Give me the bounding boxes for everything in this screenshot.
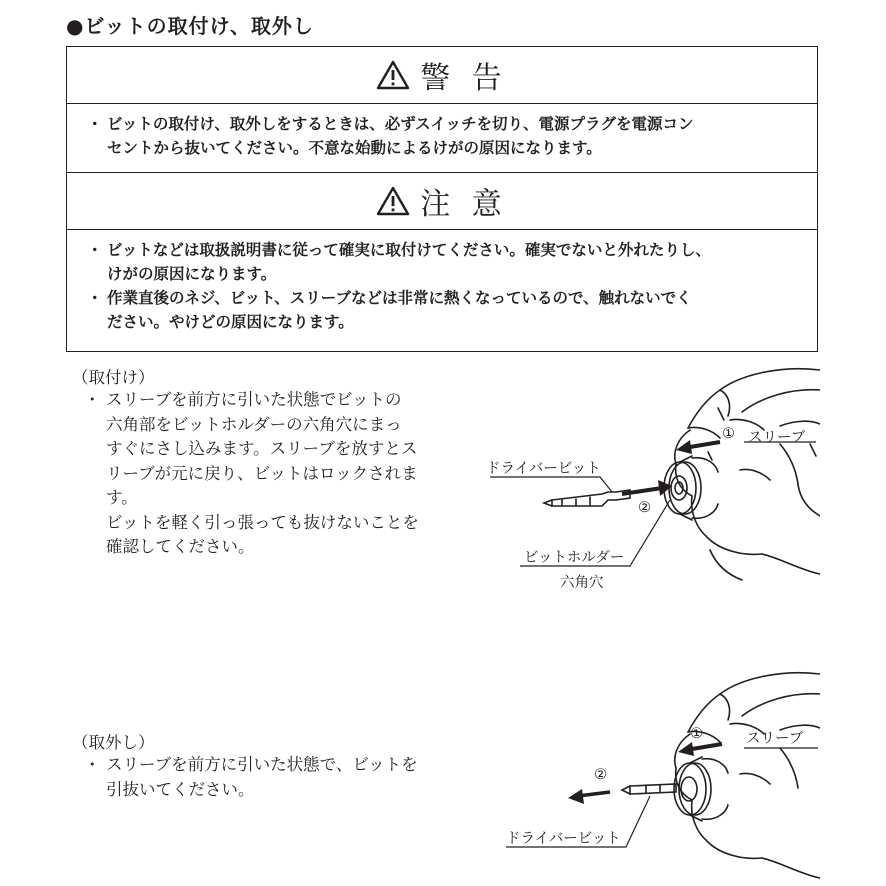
attach-step1-label: ① — [722, 426, 735, 442]
bullet-mark: ・ — [84, 755, 101, 774]
caution-triangle-icon — [376, 186, 410, 216]
remove-body — [84, 753, 464, 802]
section-heading: ●ビットの取付け、取外し — [66, 14, 314, 38]
caution-title-text: 注 意 — [420, 187, 508, 222]
remove-sleeve-label: スリーブ — [746, 731, 804, 747]
attach-holder-label: ビットホルダー — [524, 550, 625, 566]
remove-step2-label: ② — [594, 767, 607, 783]
warning-triangle-icon — [376, 60, 410, 90]
caution-item-text: 作業直後のネジ、ビット、スリーブなどは非常に熱くなっているので、触れないでく ださい。やけどの原因になります。 — [107, 289, 692, 331]
caution-item — [87, 286, 803, 334]
attach-step2-label: ② — [638, 500, 651, 516]
attach-bit-label: ドライバービット — [486, 461, 601, 477]
caution-box — [66, 172, 818, 352]
warning-body — [67, 104, 817, 168]
attach-title: （取付け） — [72, 368, 155, 387]
caution-body — [67, 230, 817, 342]
remove-text: スリーブを前方に引いた状態で、ビットを 引抜いてください。 — [106, 755, 418, 799]
attach-body — [84, 388, 464, 560]
bullet-mark: ・ — [84, 390, 101, 409]
attach-sleeve-label: スリーブ — [748, 430, 806, 446]
remove-step1-label: ① — [690, 726, 703, 742]
remove-illustration — [500, 664, 820, 884]
bullet-mark: ・ — [87, 241, 103, 259]
warning-item — [87, 112, 803, 160]
warning-item-text: ビットの取付け、取外しをするときは、必ずスイッチを切り、電源プラグを電源コン セントから抜いてください。不意な始動によるけがの原因になります。 — [107, 115, 694, 157]
bullet-mark: ・ — [87, 289, 103, 307]
warning-box — [66, 46, 818, 173]
attach-text: スリーブを前方に引いた状態でビットの 六角部をビットホルダーの六角穴にまっ すぐにさし込みます。スリーブを放すとス リーブが元に戻り、ビットはロックされま す。 ビットを軽く引っ張っても抜けないことを 確認してください。 — [106, 390, 419, 556]
warning-title-text: 警 告 — [420, 61, 508, 96]
attach-hex-hole-label: 六角穴 — [560, 575, 604, 591]
remove-title: （取外し） — [72, 733, 155, 752]
caution-item — [87, 238, 803, 286]
caution-title — [67, 173, 817, 230]
warning-title — [67, 47, 817, 104]
remove-bit-label: ドライバービット — [506, 831, 621, 847]
bullet-mark: ・ — [87, 115, 103, 133]
caution-item-text: ビットなどは取扱説明書に従って確実に取付けてください。確実でないと外れたりし、 けがの原因になります。 — [107, 241, 711, 283]
